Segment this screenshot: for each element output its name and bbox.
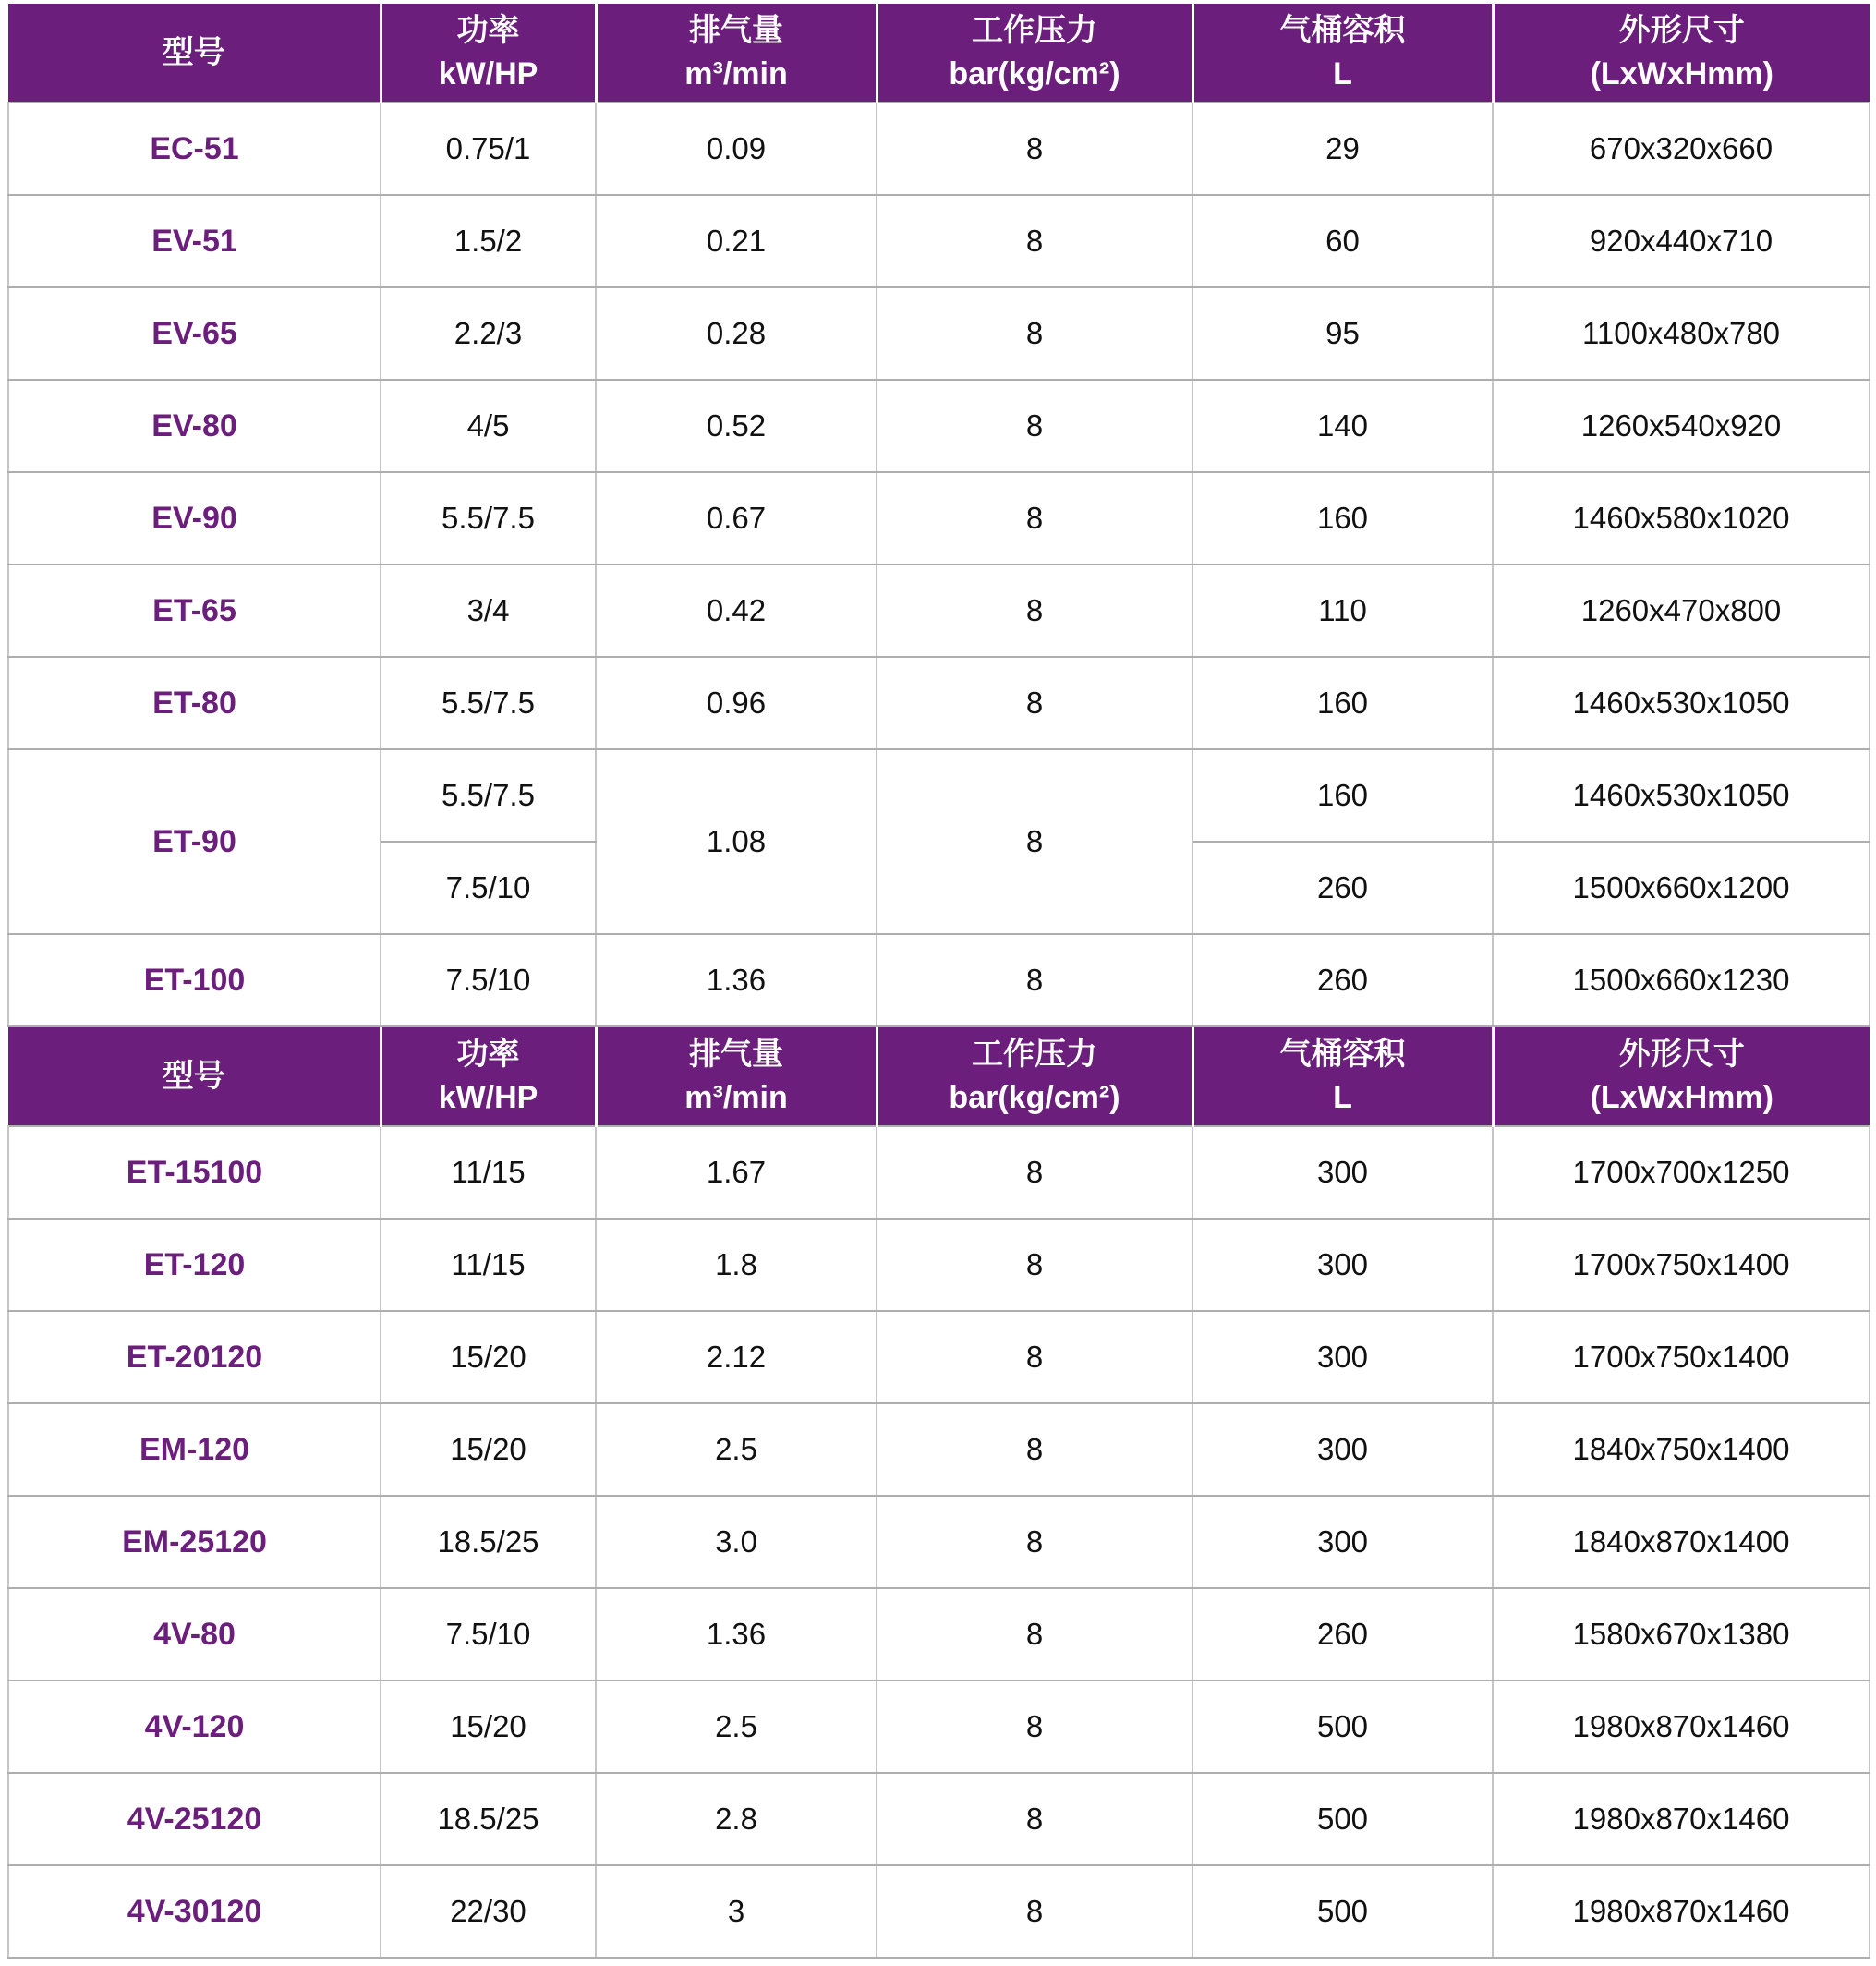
cell-pressure: 8 [877, 1681, 1192, 1773]
column-header-line: (LxWxHmm) [1590, 1080, 1773, 1115]
cell-displacement: 2.8 [596, 1773, 877, 1865]
table-row [8, 103, 1870, 195]
cell-pressure: 8 [877, 1403, 1192, 1496]
cell-displacement: 3.0 [596, 1496, 877, 1588]
cell-displacement: 3 [596, 1865, 877, 1958]
cell-tank: 160 [1192, 657, 1493, 749]
cell-tank: 300 [1192, 1126, 1493, 1219]
cell-displacement: 2.5 [596, 1681, 877, 1773]
cell-tank: 140 [1192, 380, 1493, 472]
cell-displacement: 0.09 [596, 103, 877, 195]
table-row [8, 1403, 1870, 1496]
column-header-power [381, 1027, 596, 1126]
table-row [8, 564, 1870, 657]
cell-pressure: 8 [877, 1311, 1192, 1403]
cell-displacement: 1.36 [596, 1588, 877, 1681]
cell-model: 4V-25120 [8, 1773, 381, 1865]
column-header-displacement [596, 4, 877, 103]
table-row [8, 1311, 1870, 1403]
cell-dimensions: 1700x700x1250 [1493, 1126, 1870, 1219]
cell-pressure: 8 [877, 1126, 1192, 1219]
cell-model: EV-65 [8, 287, 381, 380]
cell-power: 7.5/10 [381, 934, 596, 1026]
cell-power: 5.5/7.5 [381, 749, 596, 842]
cell-power: 3/4 [381, 564, 596, 657]
column-header-displacement [596, 1027, 877, 1126]
cell-tank: 300 [1192, 1219, 1493, 1311]
cell-displacement: 2.5 [596, 1403, 877, 1496]
cell-tank: 260 [1192, 1588, 1493, 1681]
column-header-line: kW/HP [438, 56, 539, 91]
cell-pressure: 8 [877, 103, 1192, 195]
spec-table-upper [7, 4, 1870, 1027]
column-header-line: 气桶容积 [1279, 1037, 1406, 1073]
cell-dimensions: 1460x580x1020 [1493, 472, 1870, 564]
cell-dimensions: 920x440x710 [1493, 195, 1870, 287]
cell-pressure: 8 [877, 1219, 1192, 1311]
cell-model: ET-20120 [8, 1311, 381, 1403]
column-header-power [381, 4, 596, 103]
cell-dimensions: 1460x530x1050 [1493, 657, 1870, 749]
column-header-line: 功率 [456, 13, 520, 49]
cell-power: 7.5/10 [381, 842, 596, 934]
table-row [8, 1865, 1870, 1958]
cell-displacement: 2.12 [596, 1311, 877, 1403]
cell-displacement: 0.67 [596, 472, 877, 564]
cell-power: 1.5/2 [381, 195, 596, 287]
cell-displacement: 0.21 [596, 195, 877, 287]
column-header-line: 型号 [162, 1058, 225, 1094]
cell-dimensions: 1980x870x1460 [1493, 1773, 1870, 1865]
column-header-line: kW/HP [438, 1080, 539, 1115]
cell-tank: 260 [1192, 934, 1493, 1026]
cell-dimensions: 1580x670x1380 [1493, 1588, 1870, 1681]
cell-power: 4/5 [381, 380, 596, 472]
cell-pressure: 8 [877, 1773, 1192, 1865]
column-header-line: 气桶容积 [1279, 13, 1406, 49]
column-header-tank [1192, 1027, 1493, 1126]
spec-table-upper-body [8, 103, 1870, 1026]
cell-power: 0.75/1 [381, 103, 596, 195]
table-row [8, 934, 1870, 1026]
column-header-line: 型号 [162, 34, 225, 70]
spec-table-upper-header [8, 4, 1870, 103]
cell-pressure: 8 [877, 287, 1192, 380]
cell-model: ET-100 [8, 934, 381, 1026]
column-header-line: 排气量 [689, 1037, 783, 1073]
cell-displacement: 0.28 [596, 287, 877, 380]
cell-dimensions: 1980x870x1460 [1493, 1865, 1870, 1958]
column-header-line: m³/min [684, 56, 788, 91]
cell-model: EM-25120 [8, 1496, 381, 1588]
cell-dimensions: 1100x480x780 [1493, 287, 1870, 380]
table-row [8, 1496, 1870, 1588]
cell-model: ET-80 [8, 657, 381, 749]
table-row [8, 380, 1870, 472]
cell-tank: 60 [1192, 195, 1493, 287]
cell-pressure: 8 [877, 380, 1192, 472]
column-header-line: bar(kg/cm²) [949, 56, 1120, 91]
cell-pressure: 8 [877, 1865, 1192, 1958]
cell-pressure: 8 [877, 564, 1192, 657]
spec-table-lower-header [8, 1027, 1870, 1126]
cell-model: ET-90 [8, 749, 381, 934]
cell-model: ET-15100 [8, 1126, 381, 1219]
table-row [8, 657, 1870, 749]
header-row [8, 4, 1870, 103]
cell-dimensions: 1460x530x1050 [1493, 749, 1870, 842]
cell-power: 18.5/25 [381, 1773, 596, 1865]
cell-pressure: 8 [877, 749, 1192, 934]
cell-tank: 500 [1192, 1681, 1493, 1773]
cell-displacement: 0.42 [596, 564, 877, 657]
column-header-model [8, 1027, 381, 1126]
cell-dimensions: 1260x540x920 [1493, 380, 1870, 472]
table-row [8, 1773, 1870, 1865]
table-row [8, 749, 1870, 842]
column-header-pressure [877, 4, 1192, 103]
column-header-line: 功率 [456, 1037, 520, 1073]
cell-dimensions: 1700x750x1400 [1493, 1311, 1870, 1403]
cell-model: EV-51 [8, 195, 381, 287]
cell-model: ET-120 [8, 1219, 381, 1311]
cell-dimensions: 1260x470x800 [1493, 564, 1870, 657]
column-header-model [8, 4, 381, 103]
cell-dimensions: 1980x870x1460 [1493, 1681, 1870, 1773]
cell-model: ET-65 [8, 564, 381, 657]
cell-power: 5.5/7.5 [381, 472, 596, 564]
column-header-line: (LxWxHmm) [1590, 56, 1773, 91]
table-row [8, 1126, 1870, 1219]
table-row [8, 1219, 1870, 1311]
cell-dimensions: 670x320x660 [1493, 103, 1870, 195]
cell-dimensions: 1500x660x1200 [1493, 842, 1870, 934]
column-header-tank [1192, 4, 1493, 103]
column-header-line: 工作压力 [972, 1037, 1097, 1073]
table-row [8, 1681, 1870, 1773]
cell-model: 4V-30120 [8, 1865, 381, 1958]
column-header-line: L [1333, 56, 1352, 91]
column-header-line: m³/min [684, 1080, 788, 1115]
cell-pressure: 8 [877, 657, 1192, 749]
cell-dimensions: 1840x750x1400 [1493, 1403, 1870, 1496]
column-header-line: 外形尺寸 [1618, 13, 1745, 49]
spec-table-lower [7, 1027, 1870, 1959]
cell-power: 11/15 [381, 1219, 596, 1311]
cell-power: 18.5/25 [381, 1496, 596, 1588]
cell-pressure: 8 [877, 472, 1192, 564]
cell-tank: 160 [1192, 749, 1493, 842]
column-header-line: bar(kg/cm²) [949, 1080, 1120, 1115]
cell-tank: 500 [1192, 1773, 1493, 1865]
cell-dimensions: 1840x870x1400 [1493, 1496, 1870, 1588]
cell-displacement: 0.96 [596, 657, 877, 749]
cell-power: 15/20 [381, 1681, 596, 1773]
column-header-dimensions [1493, 4, 1870, 103]
cell-model: EC-51 [8, 103, 381, 195]
table-row [8, 195, 1870, 287]
table-row [8, 1588, 1870, 1681]
cell-power: 22/30 [381, 1865, 596, 1958]
column-header-line: 排气量 [689, 13, 783, 49]
cell-dimensions: 1500x660x1230 [1493, 934, 1870, 1026]
cell-model: EV-80 [8, 380, 381, 472]
cell-tank: 160 [1192, 472, 1493, 564]
cell-power: 11/15 [381, 1126, 596, 1219]
table-row [8, 472, 1870, 564]
cell-pressure: 8 [877, 934, 1192, 1026]
column-header-line: 工作压力 [972, 13, 1097, 49]
cell-displacement: 1.67 [596, 1126, 877, 1219]
cell-power: 2.2/3 [381, 287, 596, 380]
cell-displacement: 1.08 [596, 749, 877, 934]
cell-model: EM-120 [8, 1403, 381, 1496]
table-row [8, 287, 1870, 380]
cell-power: 5.5/7.5 [381, 657, 596, 749]
cell-displacement: 0.52 [596, 380, 877, 472]
cell-tank: 300 [1192, 1496, 1493, 1588]
spec-table-lower-body [8, 1126, 1870, 1958]
column-header-pressure [877, 1027, 1192, 1126]
column-header-dimensions [1493, 1027, 1870, 1126]
cell-tank: 260 [1192, 842, 1493, 934]
cell-power: 7.5/10 [381, 1588, 596, 1681]
cell-pressure: 8 [877, 195, 1192, 287]
cell-model: 4V-120 [8, 1681, 381, 1773]
cell-pressure: 8 [877, 1496, 1192, 1588]
cell-power: 15/20 [381, 1403, 596, 1496]
cell-power: 15/20 [381, 1311, 596, 1403]
header-row [8, 1027, 1870, 1126]
cell-tank: 95 [1192, 287, 1493, 380]
cell-tank: 29 [1192, 103, 1493, 195]
cell-model: EV-90 [8, 472, 381, 564]
cell-displacement: 1.36 [596, 934, 877, 1026]
cell-tank: 110 [1192, 564, 1493, 657]
cell-tank: 300 [1192, 1311, 1493, 1403]
cell-displacement: 1.8 [596, 1219, 877, 1311]
cell-model: 4V-80 [8, 1588, 381, 1681]
cell-pressure: 8 [877, 1588, 1192, 1681]
column-header-line: 外形尺寸 [1618, 1037, 1745, 1073]
cell-dimensions: 1700x750x1400 [1493, 1219, 1870, 1311]
column-header-line: L [1333, 1080, 1352, 1115]
cell-tank: 500 [1192, 1865, 1493, 1958]
cell-tank: 300 [1192, 1403, 1493, 1496]
